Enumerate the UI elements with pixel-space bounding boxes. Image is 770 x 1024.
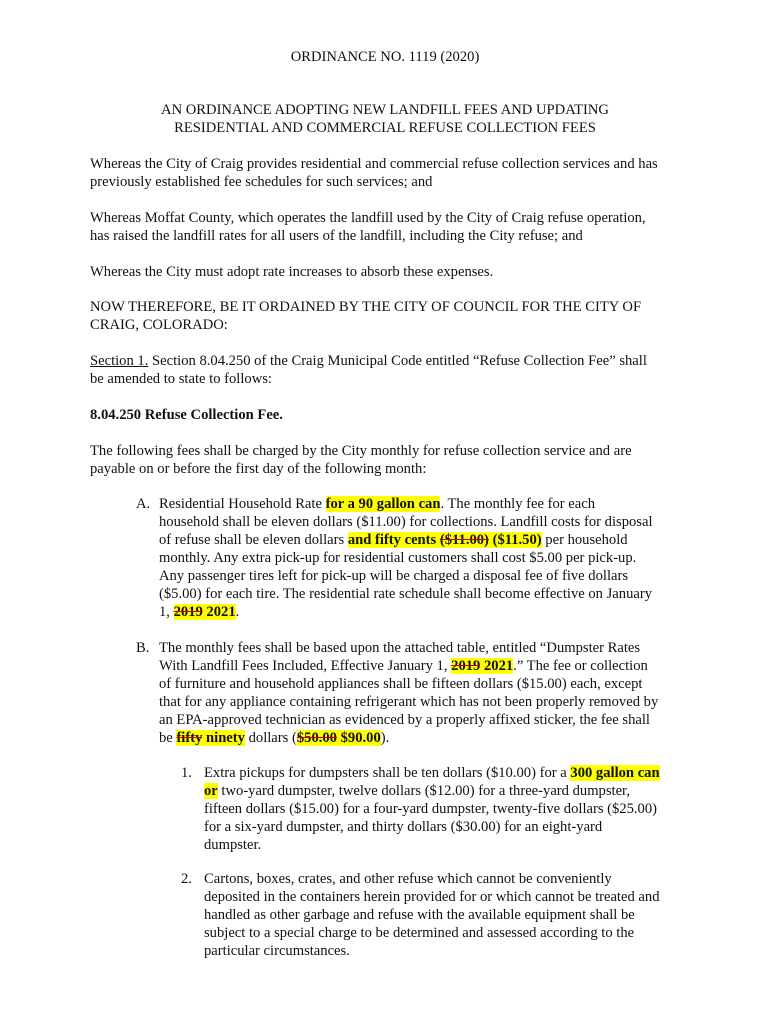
recital-2-line-1: Whereas Moffat County, which operates the landfill used by the City of Craig refuse operation,	[90, 210, 646, 226]
recital-1-line-2: previously established fee schedules for such services; and	[90, 174, 433, 190]
sub-item-1-line-1: Extra pickups for dumpsters shall be ten dollars ($10.00) for a 300 gallon can	[204, 765, 660, 781]
item-b-line-5: an EPA-approved technician as evidenced by a properly affixed sticker, the fee shall	[159, 712, 650, 728]
sub-item-1-line-3: fifteen dollars ($15.00) for a four-yard dumpster, twenty-five dollars ($25.00)	[204, 801, 658, 817]
ordained-line-1: NOW THEREFORE, BE IT ORDAINED BY THE CITY OF COUNCIL FOR THE CITY OF	[90, 299, 642, 315]
sub-item-2-line-4: subject to a special charge to be determined and assessed according to the	[204, 925, 635, 941]
highlight-new-year: 2021	[480, 658, 514, 674]
ordinance-number: ORDINANCE NO. 1119 (2020)	[290, 49, 480, 65]
intro-line-1: The following fees shall be charged by the City monthly for refuse collection service and are	[90, 443, 632, 459]
sub-item-1-line-2: or two-yard dumpster, twelve dollars ($12.00) for a three-yard dumpster,	[204, 783, 630, 799]
sub-item-1-line-4: for a six-yard dumpster, and thirty dollars ($30.00) for an eight-yard	[204, 819, 603, 835]
highlight-90-gallon: for a 90 gallon can	[325, 496, 441, 512]
sub-item-2-line-1: Cartons, boxes, crates, and other refuse which cannot be conveniently	[204, 871, 612, 887]
item-a-line-3: of refuse shall be eleven dollars and fifty cents ($11.00) ($11.50) per household	[159, 532, 628, 548]
ordinance-title-line-2: RESIDENTIAL AND COMMERCIAL REFUSE COLLECTION FEES	[174, 120, 596, 136]
item-b-marker: B.	[136, 640, 150, 656]
highlight-90-dollars: $90.00	[336, 730, 381, 746]
section-1-line-2: be amended to state to follows:	[90, 371, 272, 387]
item-b-line-4: that for any appliance containing refrigerant which has not been properly removed by	[159, 694, 659, 710]
highlight-new-amount: ($11.50)	[488, 532, 542, 548]
section-1-label: Section 1.	[90, 353, 149, 369]
item-a-line-4: monthly. Any extra pick-up for residential customers shall cost $5.00 per pick-up.	[159, 550, 637, 566]
highlight-new-year: 2021	[202, 604, 236, 620]
item-a-line-6: ($5.00) for each tire. The residential rate schedule shall become effective on January	[159, 586, 653, 602]
sub-item-2-line-2: deposited in the containers herein provided for or which cannot be treated and	[204, 889, 660, 905]
struck-50-dollars: $50.00	[296, 730, 337, 746]
item-a-line-1: Residential Household Rate for a 90 gallon can. The monthly fee for each	[159, 496, 595, 512]
struck-old-amount: ($11.00)	[439, 532, 489, 548]
recital-1-line-1: Whereas the City of Craig provides residential and commercial refuse collection services and has	[90, 156, 658, 172]
item-a-marker: A.	[136, 496, 151, 512]
sub-item-1-marker: 1.	[181, 765, 192, 781]
item-a-line-5: Any passenger tires left for pick-up will be charged a disposal fee of five dollars	[159, 568, 629, 584]
highlight-ninety: ninety	[202, 730, 245, 746]
sub-item-2-line-3: handled as other garbage and refuse with the available equipment shall be	[204, 907, 635, 923]
sub-item-2-marker: 2.	[181, 871, 192, 887]
item-b-line-1: The monthly fees shall be based upon the attached table, entitled “Dumpster Rates	[159, 640, 641, 656]
item-a-line-7: 1, 2019 2021.	[159, 604, 240, 620]
item-b-line-3: of furniture and household appliances shall be fifteen dollars ($15.00) each, except	[159, 676, 643, 692]
highlight-300-gallon: 300 gallon can	[570, 765, 660, 781]
ordained-line-2: CRAIG, COLORADO:	[90, 317, 228, 333]
intro-line-2: payable on or before the first day of the following month:	[90, 461, 427, 477]
item-a-line-2: household shall be eleven dollars ($11.00) for collections. Landfill costs for disposal	[159, 514, 653, 530]
struck-year: 2019	[451, 658, 481, 674]
section-1-line-1: Section 1. Section 8.04.250 of the Craig Municipal Code entitled “Refuse Collection Fee” shall	[90, 353, 647, 369]
struck-year: 2019	[173, 604, 203, 620]
sub-item-2-line-5: particular circumstances.	[204, 943, 350, 959]
item-b-line-2: With Landfill Fees Included, Effective January 1, 2019 2021.” The fee or collection	[159, 658, 648, 674]
struck-fifty: fifty	[176, 730, 203, 746]
recital-2-line-2: has raised the landfill rates for all users of the landfill, including the City refuse; and	[90, 228, 583, 244]
sub-item-1-line-5: dumpster.	[204, 837, 262, 853]
ordinance-title-line-1: AN ORDINANCE ADOPTING NEW LANDFILL FEES AND UPDATING	[161, 102, 609, 118]
recital-3-line-1: Whereas the City must adopt rate increases to absorb these expenses.	[90, 264, 494, 280]
code-section-heading: 8.04.250 Refuse Collection Fee.	[90, 407, 283, 423]
item-b-line-6: be fifty ninety dollars ($50.00 $90.00).	[159, 730, 390, 746]
